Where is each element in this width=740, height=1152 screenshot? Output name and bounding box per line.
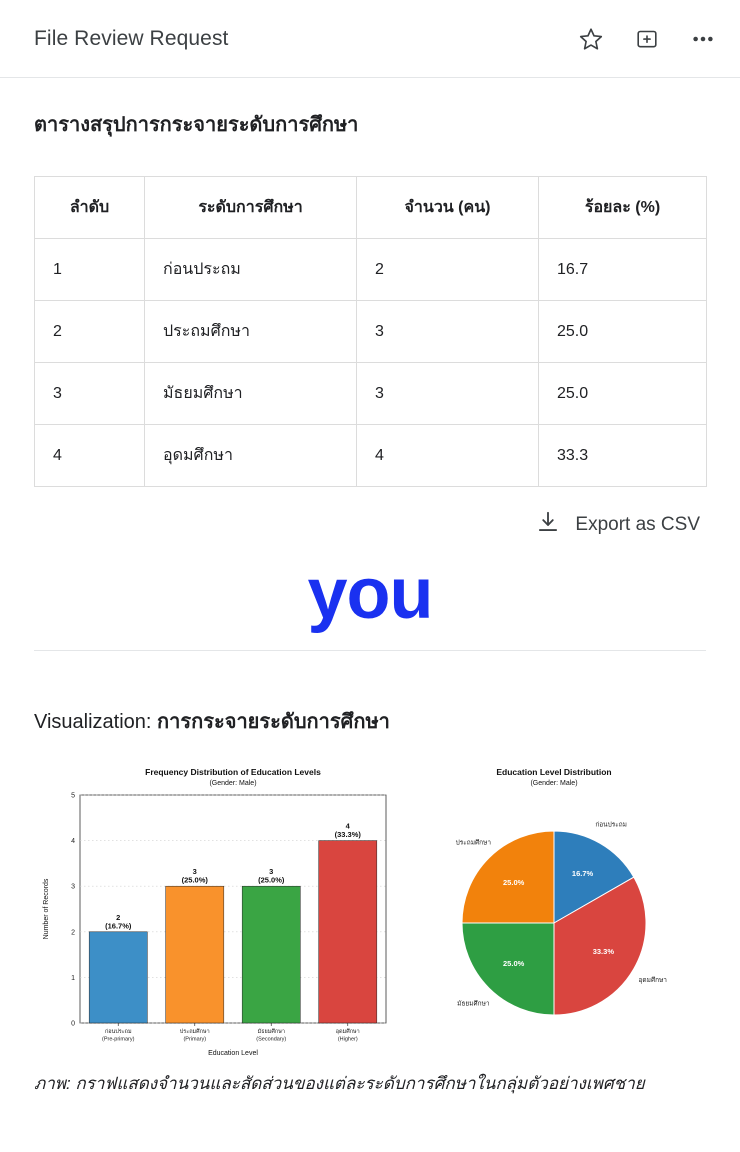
cell-percent: 33.3 bbox=[539, 425, 707, 487]
add-to-folder-icon[interactable] bbox=[632, 24, 662, 54]
column-header-count: จำนวน (คน) bbox=[357, 177, 539, 239]
download-icon bbox=[535, 509, 561, 540]
svg-text:(16.7%): (16.7%) bbox=[105, 921, 132, 931]
svg-text:(25.0%): (25.0%) bbox=[258, 875, 285, 885]
svg-text:(25.0%): (25.0%) bbox=[181, 875, 208, 885]
cell-level: ประถมศึกษา bbox=[145, 301, 357, 363]
cell-percent: 16.7 bbox=[539, 239, 707, 301]
cell-level: ก่อนประถม bbox=[145, 239, 357, 301]
svg-text:4: 4 bbox=[71, 838, 75, 846]
column-header-order: ลำดับ bbox=[35, 177, 145, 239]
cell-order: 3 bbox=[35, 363, 145, 425]
cell-level: มัธยมศึกษา bbox=[145, 363, 357, 425]
export-csv-label: Export as CSV bbox=[575, 513, 700, 535]
column-header-percent: ร้อยละ (%) bbox=[539, 177, 707, 239]
visualization-prefix: Visualization: bbox=[34, 711, 158, 733]
cell-percent: 25.0 bbox=[539, 301, 707, 363]
bar-chart-svg bbox=[34, 761, 402, 1061]
cell-count: 3 bbox=[357, 301, 539, 363]
svg-text:ประถมศึกษา: ประถมศึกษา bbox=[179, 1029, 210, 1035]
pie-chart-svg bbox=[402, 761, 706, 1061]
svg-text:3: 3 bbox=[192, 867, 197, 877]
pie-chart bbox=[402, 761, 706, 1061]
svg-text:33.3%: 33.3% bbox=[592, 947, 615, 957]
star-icon[interactable] bbox=[576, 24, 606, 54]
header-actions bbox=[576, 24, 718, 54]
page-title: File Review Request bbox=[34, 26, 229, 50]
svg-text:มัธยมศึกษา: มัธยมศึกษา bbox=[457, 1000, 490, 1008]
cell-level: อุดมศึกษา bbox=[145, 425, 357, 487]
cell-order: 1 bbox=[35, 239, 145, 301]
svg-text:4: 4 bbox=[345, 821, 350, 831]
svg-text:0: 0 bbox=[71, 1020, 75, 1028]
svg-text:(33.3%): (33.3%) bbox=[334, 830, 361, 840]
cell-order: 2 bbox=[35, 301, 145, 363]
svg-text:(Gender: Male): (Gender: Male) bbox=[209, 780, 257, 787]
svg-text:(Higher): (Higher) bbox=[337, 1036, 358, 1043]
svg-text:(Gender: Male): (Gender: Male) bbox=[530, 780, 578, 787]
figure-caption: ภาพ: กราฟแสดงจำนวนและสัดส่วนของแต่ละระดับการศึกษาในกลุ่มตัวอย่างเพศชาย bbox=[34, 1074, 645, 1093]
cell-count: 2 bbox=[357, 239, 539, 301]
cell-order: 4 bbox=[35, 425, 145, 487]
svg-text:3: 3 bbox=[71, 883, 75, 891]
app-header bbox=[0, 0, 740, 78]
table-row bbox=[35, 363, 707, 425]
table-header-row bbox=[35, 177, 707, 239]
svg-text:ก่อนประถม: ก่อนประถม bbox=[104, 1029, 132, 1035]
svg-text:Education Level Distribution: Education Level Distribution bbox=[496, 767, 612, 777]
table-row bbox=[35, 301, 707, 363]
column-header-level: ระดับการศึกษา bbox=[145, 177, 357, 239]
svg-text:อุดมศึกษา: อุดมศึกษา bbox=[335, 1029, 360, 1035]
svg-text:5: 5 bbox=[71, 792, 75, 800]
svg-text:ประถมศึกษา: ประถมศึกษา bbox=[455, 839, 491, 847]
svg-text:Frequency Distribution of Educ: Frequency Distribution of Education Levels bbox=[145, 767, 321, 777]
overlay-text: you bbox=[307, 554, 433, 634]
visualization-heading bbox=[34, 705, 706, 737]
table-row bbox=[35, 425, 707, 487]
svg-text:25.0%: 25.0% bbox=[503, 958, 525, 968]
svg-text:2: 2 bbox=[116, 912, 121, 922]
svg-text:2: 2 bbox=[71, 929, 75, 937]
svg-text:Education Level: Education Level bbox=[208, 1050, 258, 1057]
cell-count: 3 bbox=[357, 363, 539, 425]
export-csv-button[interactable] bbox=[34, 509, 706, 540]
visualization-title: การกระจายระดับการศึกษา bbox=[157, 711, 390, 733]
svg-text:อุดมศึกษา: อุดมศึกษา bbox=[638, 977, 667, 985]
cell-count: 4 bbox=[357, 425, 539, 487]
charts-container bbox=[34, 761, 706, 1061]
section-divider bbox=[34, 650, 706, 651]
svg-text:Number of Records: Number of Records bbox=[43, 878, 50, 940]
education-summary-table bbox=[34, 176, 706, 487]
more-options-icon[interactable] bbox=[688, 24, 718, 54]
svg-text:ก่อนประถม: ก่อนประถม bbox=[595, 821, 627, 829]
cell-percent: 25.0 bbox=[539, 363, 707, 425]
svg-text:25.0%: 25.0% bbox=[503, 878, 525, 888]
svg-text:(Pre-primary): (Pre-primary) bbox=[102, 1036, 135, 1043]
svg-text:(Primary): (Primary) bbox=[183, 1036, 207, 1043]
main-content bbox=[0, 108, 740, 1097]
section-title: ตารางสรุปการกระจายระดับการศึกษา bbox=[34, 114, 359, 136]
bar-chart bbox=[34, 761, 402, 1061]
table-row bbox=[35, 239, 707, 301]
svg-text:3: 3 bbox=[269, 867, 274, 877]
svg-text:(Secondary): (Secondary) bbox=[256, 1036, 287, 1043]
svg-text:16.7%: 16.7% bbox=[571, 869, 594, 879]
svg-text:1: 1 bbox=[71, 974, 75, 982]
svg-text:มัธยมศึกษา: มัธยมศึกษา bbox=[257, 1029, 285, 1035]
